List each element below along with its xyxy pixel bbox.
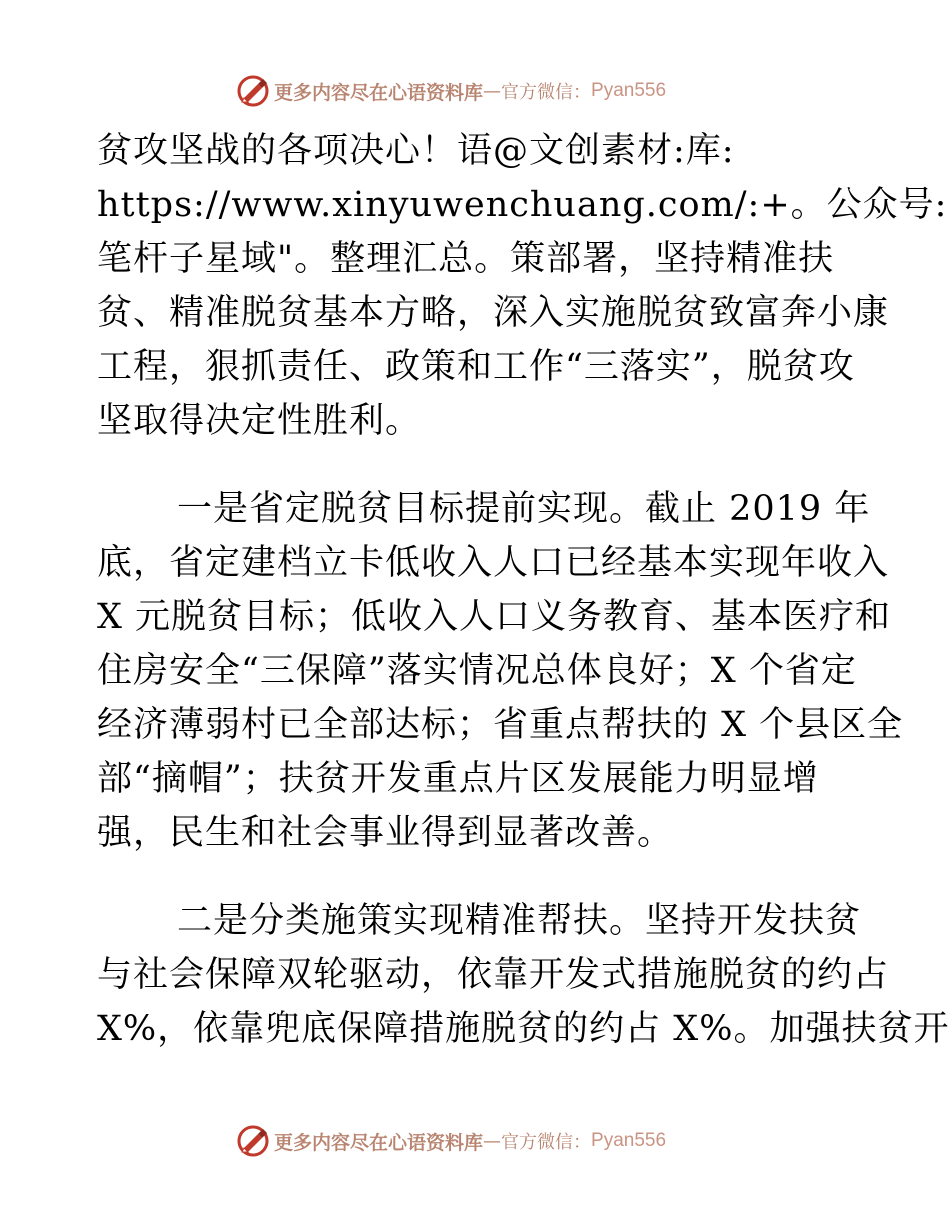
footer-banner xyxy=(236,1124,666,1158)
text-line: X%，依靠兜底保障措施脱贫的约占 X%。加强扶贫开 xyxy=(97,1009,950,1049)
text-line: 贫攻坚战的各项决心！语@文创素材:库: xyxy=(97,131,735,171)
text-line: 强，民生和社会事业得到显著改善。 xyxy=(97,813,674,853)
banner-wechat-label: 官方微信： xyxy=(501,1132,592,1153)
document-body xyxy=(97,124,950,1056)
text-line: 部“摘帽”；扶贫开发重点片区发展能力明显增 xyxy=(97,759,819,799)
banner-wechat-id: Pyan556 xyxy=(591,1130,667,1151)
text-line: 经济薄弱村已全部达标；省重点帮扶的 X 个县区全 xyxy=(97,705,904,745)
text-line: 二是分类施策实现精准帮扶。坚持开发扶贫 xyxy=(177,901,862,941)
banner-wechat-id: Pyan556 xyxy=(591,80,667,101)
paragraph-1 xyxy=(97,124,948,448)
banner-slogan: 更多内容尽在心语资料库 xyxy=(274,1131,484,1154)
banner-wechat-label: 官方微信： xyxy=(501,82,592,103)
banner-slogan: 更多内容尽在心语资料库 xyxy=(274,81,484,104)
text-line: 工程，狠抓责任、政策和工作“三落实”，脱贫攻 xyxy=(97,347,855,387)
text-line: 与社会保障双轮驱动，依靠开发式措施脱贫的约占 xyxy=(97,955,890,995)
text-line: 坚取得决定性胜利。 xyxy=(97,401,422,441)
text-line: 一是省定脱贫目标提前实现。截止 2019 年 xyxy=(177,489,871,529)
text-line: 住房安全“三保障”落实情况总体良好；X 个省定 xyxy=(97,651,857,691)
header-banner xyxy=(236,74,666,108)
text-line: 贫、精准脱贫基本方略，深入实施脱贫致富奔小康 xyxy=(97,293,890,333)
text-line: https://www.xinyuwenchuang.com/:+。公众号: xyxy=(97,185,948,225)
banner-dash: — xyxy=(483,1130,502,1152)
text-line: 底，省定建档立卡低收入人口已经基本实现年收入 xyxy=(97,543,890,583)
paragraph-2 xyxy=(97,482,904,860)
banner-dash: — xyxy=(483,80,502,102)
text-line: 笔杆子星域"。整理汇总。策部署，坚持精准扶 xyxy=(97,239,835,279)
pen-logo-icon xyxy=(236,1124,270,1158)
pen-logo-icon xyxy=(236,74,270,108)
text-line: X 元脱贫目标；低收入人口义务教育、基本医疗和 xyxy=(97,597,892,637)
paragraph-3 xyxy=(97,894,950,1056)
